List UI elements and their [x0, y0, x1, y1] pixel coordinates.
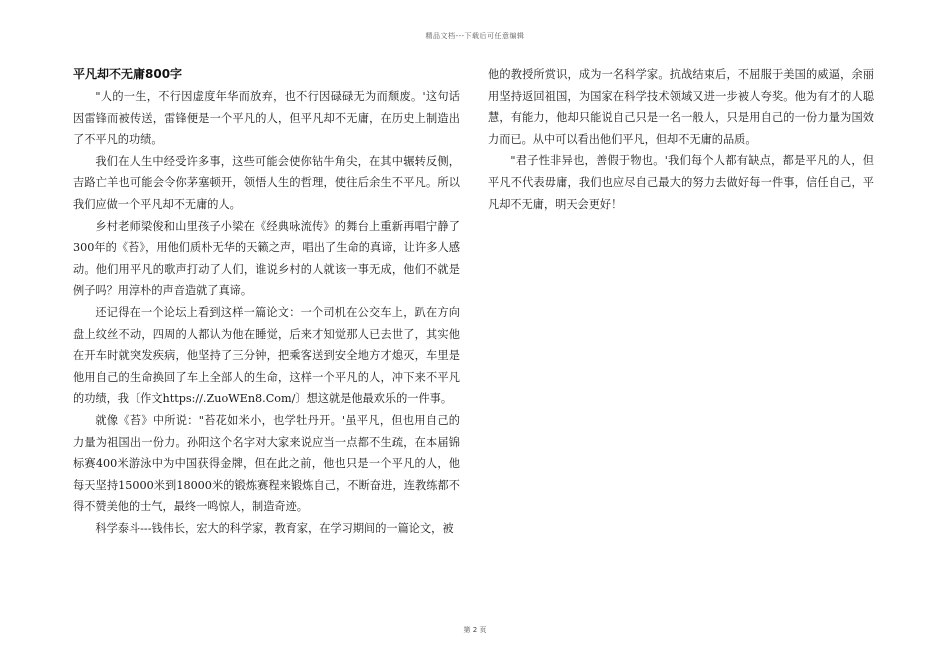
page-number: 第 2 页 [463, 626, 487, 634]
page-header: 精品文档---下载后可任意编辑 [425, 32, 525, 40]
paragraph: 我们在人生中经受许多事，这些可能会使你钻牛角尖，在其中辗转反侧，吉路亡羊也可能会令你茅塞顿开，领悟人生的哲理，使往后余生不平凡。所以我们应做一个平凡却不无庸的人。 [73, 154, 460, 211]
paragraph: 还记得在一个论坛上看到这样一篇论文：一个司机在公交车上，趴在方向盘上纹丝不动，四周的人都认为他在睡觉，后来才知觉那人已去世了，其实他在开车时就突发疾病，他坚持了三分钟，把乘客送到安全地方才熄灭，车里是他用自己的生命换回了车上全部人的生命，这样一个平凡的人，冲下来不平凡的功绩，我〔作文https://.ZuoWEn8.Com/〕想这就是他最欢乐的一件事。 [73, 305, 460, 406]
right-column [488, 64, 874, 215]
paragraph: 乡村老师梁俊和山里孩子小梁在《经典咏流传》的舞台上重新再唱宁静了300年的《苔》，用他们质朴无华的天籁之声，唱出了生命的真谛，让许多人感动。他们用平凡的歌声打动了人们，谁说乡村的人就该一事无成，他们不就是例子吗？用淳朴的声音造就了真谛。 [73, 219, 460, 298]
paragraph: 就像《苔》中所说："苔花如米小，也学牡丹开。'虽平凡，但也用自己的力量为祖国出一份力。孙阳这个名字对大家来说应当一点都不生疏，在本届锦标赛400米游泳中为中国获得金牌，但在此之前，他也只是一个平凡的人，他每天坚持15000米到18000米的锻炼赛程来锻炼自己，不断奋进，连教练都不得不赞美他的士气，最终一鸣惊人，制造奇迹。 [73, 413, 460, 514]
paragraph: "人的一生，不行因虚度年华而放弃，也不行因碌碌无为而颓废。'这句话因雷锋而被传送，雷锋便是一个平凡的人，但平凡却不无庸，在历史上制造出了不平凡的功绩。 [73, 90, 460, 147]
paragraph: "君子性非异也，善假于物也。'我们每个人都有缺点，都是平凡的人，但平凡不代表毋庸，我们也应尽自己最大的努力去做好每一件事，信任自己，平凡却不无庸，明天会更好！ [488, 154, 874, 211]
article-title: 平凡却不无庸800字 [73, 67, 183, 81]
paragraph: 科学泰斗---钱伟长，宏大的科学家，教育家，在学习期间的一篇论文，被 [95, 521, 454, 535]
paragraph-continued: 他的教授所赏识，成为一名科学家。抗战结束后，不屈服于美国的威逼，余丽用坚持返回祖国，为国家在科学技术领域又进一步被人夸奖。他为有才的人聪慧，有能力，他却只能说自己只是一名一般人，只是用自己的一份力量为国效力而已。从中可以看出他们平凡，但却不无庸的品质。 [488, 68, 874, 146]
left-column [73, 64, 460, 539]
